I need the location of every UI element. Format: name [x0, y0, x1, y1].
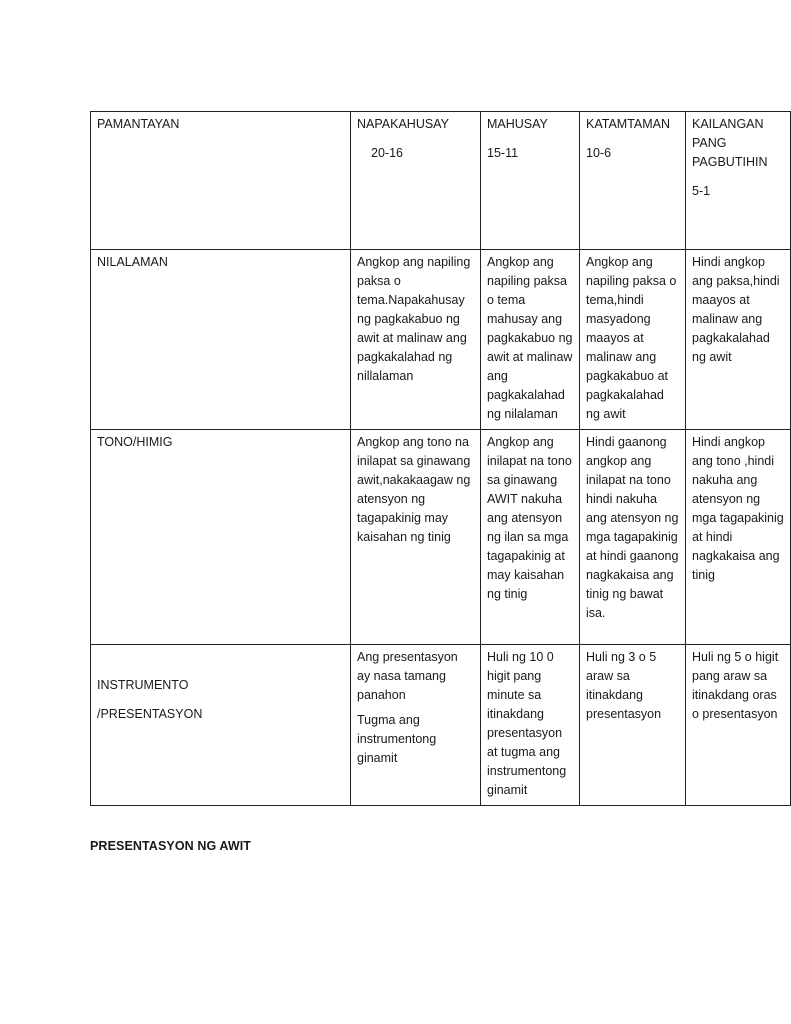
description-text: Angkop ang napiling paksa o tema.Napakahusay ng pagkakabuo ng awit at malinaw ang pagkakalahad ng nillalaman	[357, 255, 471, 383]
header-level-points: 5-1	[692, 184, 711, 198]
header-cell-criteria	[91, 112, 351, 250]
table-row	[91, 250, 791, 430]
description-text: Huli ng 3 o 5 araw sa itinakdang presentasyon	[586, 650, 662, 721]
criterion-cell	[91, 430, 351, 645]
description-text: Angkop ang inilapat na tono sa ginawang AWIT nakuha ang atensyon ng ilan sa mga tagapakinig at may kaisahan ng tinig	[487, 435, 572, 601]
description-cell	[351, 430, 481, 645]
description-cell	[580, 250, 686, 430]
description-text: Angkop ang napiling paksa o tema,hindi masyadong maayos at malinaw ang pagkakabuo at pagkakalahad ng awit	[586, 255, 677, 421]
description-cell	[686, 645, 791, 806]
description-cell	[481, 250, 580, 430]
header-level-points: 10-6	[586, 146, 612, 160]
description-text-continued: Tugma ang instrumentong ginamit	[357, 713, 437, 765]
header-cell-level-3	[580, 112, 686, 250]
table-row	[91, 645, 791, 806]
description-cell	[351, 645, 481, 806]
description-text: Angkop ang napiling paksa o tema mahusay ang pagkakabuo ng awit at malinaw ang pagkakalahad ng nilalaman	[487, 255, 573, 421]
description-text: Huli ng 10 0 higit pang minute sa itinakdang presentasyon at tugma ang instrumentong ginamit	[487, 650, 567, 797]
criterion-cell	[91, 645, 351, 806]
criterion-cell	[91, 250, 351, 430]
description-cell	[351, 250, 481, 430]
description-text: Angkop ang tono na inilapat sa ginawang awit,nakakaagaw ng atensyon ng tagapakinig may kaisahan ng tinig	[357, 435, 471, 544]
header-cell-level-2	[481, 112, 580, 250]
criterion-label: TONO/HIMIG	[97, 435, 173, 449]
description-cell	[580, 645, 686, 806]
header-cell-level-1	[351, 112, 481, 250]
description-cell	[481, 430, 580, 645]
header-cell-level-4	[686, 112, 791, 250]
description-text: Hindi angkop ang paksa,hindi maayos at malinaw ang pagkakalahad ng awit	[692, 255, 780, 364]
header-level-points: 15-11	[487, 146, 519, 160]
description-cell	[686, 430, 791, 645]
description-cell	[686, 250, 791, 430]
criterion-label: INSTRUMENTO	[97, 678, 189, 692]
header-level-name: KAILANGAN PANG PAGBUTIHIN	[692, 117, 768, 169]
description-text: Huli ng 5 o higit pang araw sa itinakdang oras o presentasyon	[692, 650, 779, 721]
description-text: Hindi gaanong angkop ang inilapat na tono hindi nakuha ang atensyon ng mga tagapakinig at hindi gaanong nagkakaisa ang tinig ng bawat isa.	[586, 435, 679, 620]
description-text: Hindi angkop ang tono ,hindi nakuha ang atensyon ng mga tagapakinig at hindi nagkakaisa ang tinig	[692, 435, 784, 582]
rubric-table	[90, 111, 791, 806]
table-header-row	[91, 112, 791, 250]
description-text: Ang presentasyon ay nasa tamang panahon	[357, 650, 458, 702]
header-level-name: KATAMTAMAN	[586, 117, 671, 131]
criterion-label: NILALAMAN	[97, 255, 168, 269]
header-level-name: NAPAKAHUSAY	[357, 117, 449, 131]
header-criteria-label: PAMANTAYAN	[97, 117, 180, 131]
header-level-name: MAHUSAY	[487, 117, 548, 131]
header-level-points: 20-16	[371, 146, 403, 160]
description-cell	[580, 430, 686, 645]
table-row	[91, 430, 791, 645]
criterion-label-continued: /PRESENTASYON	[97, 707, 203, 721]
section-title: PRESENTASYON NG AWIT	[90, 839, 252, 853]
description-cell	[481, 645, 580, 806]
